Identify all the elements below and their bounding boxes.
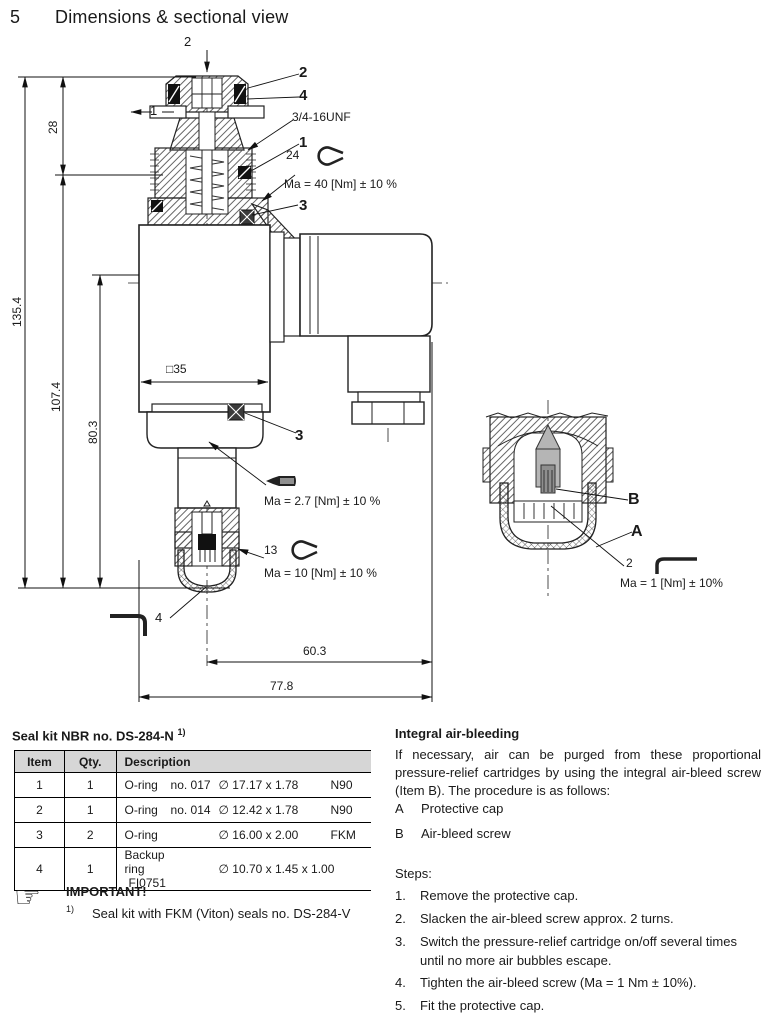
table-header-row bbox=[15, 751, 372, 773]
cell-item: 1 bbox=[15, 773, 65, 798]
seal-kit-title-footnote-ref: 1) bbox=[177, 727, 186, 737]
desc-no: no. 017 bbox=[170, 778, 211, 792]
desc-material: FI0751 bbox=[128, 876, 166, 890]
col-header-item: Item bbox=[15, 751, 65, 773]
step-number: 2. bbox=[395, 911, 406, 926]
dim-107-4: 107.4 bbox=[49, 381, 63, 412]
seal-kit-title bbox=[12, 727, 185, 743]
dim-28: 28 bbox=[46, 120, 60, 134]
cell-qty: 1 bbox=[64, 773, 116, 798]
step-3 bbox=[395, 932, 737, 968]
cell-description bbox=[116, 823, 371, 848]
wrench-24-icon bbox=[319, 148, 343, 165]
desc-name: O-ring bbox=[124, 778, 158, 792]
step-4 bbox=[395, 973, 697, 992]
legend-a-text: Protective cap bbox=[421, 801, 504, 816]
detail-view bbox=[483, 413, 632, 566]
step-text: Fit the protective cap. bbox=[420, 998, 545, 1013]
cell-description bbox=[116, 848, 371, 891]
dim-60-3: 60.3 bbox=[303, 644, 327, 658]
cell-item: 4 bbox=[15, 848, 65, 891]
step-5 bbox=[395, 996, 545, 1015]
page-title: Dimensions & sectional view bbox=[55, 7, 289, 27]
desc-material: FKM bbox=[330, 828, 356, 842]
callout-a: A bbox=[631, 523, 643, 540]
legend-b bbox=[395, 826, 511, 841]
dim-135-4: 135.4 bbox=[10, 296, 24, 327]
important-title: IMPORTANT! bbox=[66, 884, 147, 899]
callout-item-1: 1 bbox=[299, 134, 308, 151]
desc-size: ∅ 16.00 x 2.00 bbox=[218, 828, 299, 842]
step-2 bbox=[395, 909, 674, 928]
callout-item-2: 2 bbox=[299, 64, 308, 81]
allen-key-detail-icon bbox=[657, 559, 697, 574]
dim-77-8: 77.8 bbox=[270, 679, 294, 693]
valve-body bbox=[139, 225, 270, 412]
desc-name: Backup ring bbox=[124, 848, 165, 876]
callout-item-4: 4 bbox=[299, 87, 308, 104]
step-text: Slacken the air-bleed screw approx. 2 turns. bbox=[420, 911, 674, 926]
step-text: Remove the protective cap. bbox=[420, 888, 579, 903]
steps-title: Steps: bbox=[395, 866, 432, 881]
legend-b-key: B bbox=[395, 826, 404, 841]
spindle bbox=[202, 150, 212, 214]
cell-description bbox=[116, 798, 371, 823]
desc-size: ∅ 17.17 x 1.78 bbox=[218, 778, 299, 792]
step-number: 5. bbox=[395, 998, 406, 1013]
torque-1: Ma = 1 [Nm] ± 10% bbox=[620, 576, 723, 590]
desc-no: no. 014 bbox=[170, 803, 211, 817]
wrench-13-icon bbox=[293, 542, 317, 559]
lower-stack bbox=[147, 404, 263, 592]
dim-square-35: □35 bbox=[166, 362, 187, 376]
seal-kit-title-text: Seal kit NBR no. DS-284-N bbox=[12, 728, 174, 744]
air-bleeding-intro: If necessary, air can be purged from these proportional pressure-relief cartridges by using the integral air-bleed screw (Item B). The procedure is as follows: bbox=[395, 747, 761, 798]
footnote-sup: 1) bbox=[66, 904, 75, 914]
cell-description bbox=[116, 773, 371, 798]
cell-qty: 1 bbox=[64, 798, 116, 823]
step-number: 1. bbox=[395, 888, 406, 903]
callout-item-3-mid: 3 bbox=[295, 427, 304, 444]
table-row bbox=[15, 823, 372, 848]
pointing-hand-icon: ☞ bbox=[14, 881, 41, 914]
footnote-text: Seal kit with FKM (Viton) seals no. DS-284-V bbox=[92, 906, 351, 921]
wrench-size-13: 13 bbox=[264, 543, 278, 557]
table-row bbox=[15, 798, 372, 823]
torque-40: Ma = 40 [Nm] ± 10 % bbox=[284, 177, 397, 191]
connector bbox=[270, 232, 432, 424]
desc-size: ∅ 10.70 x 1.45 x 1.00 bbox=[218, 862, 335, 876]
cell-item: 2 bbox=[15, 798, 65, 823]
step-text: Switch the pressure-relief cartridge on/off several times until no more air bubbles escape. bbox=[420, 934, 737, 968]
torque-10: Ma = 10 [Nm] ± 10 % bbox=[264, 566, 377, 580]
footnote-ref bbox=[66, 904, 74, 920]
port-1-label: 1 bbox=[150, 103, 158, 118]
cell-qty: 1 bbox=[64, 848, 116, 891]
seal-kit-table bbox=[14, 750, 371, 891]
desc-size: ∅ 12.42 x 1.78 bbox=[218, 803, 299, 817]
section-number: 5 bbox=[10, 7, 21, 27]
torque-2-7: Ma = 2.7 [Nm] ± 10 % bbox=[264, 494, 381, 508]
desc-material: N90 bbox=[330, 778, 353, 792]
desc-name: O-ring bbox=[124, 828, 158, 842]
step-text: Tighten the air-bleed screw (Ma = 1 Nm ± 10%). bbox=[420, 975, 697, 990]
wrench-size-24: 24 bbox=[286, 148, 300, 162]
col-header-qty: Qty. bbox=[64, 751, 116, 773]
col-header-description: Description bbox=[116, 751, 371, 773]
air-bleeding-title: Integral air-bleeding bbox=[395, 726, 520, 741]
allen-key-icon bbox=[110, 616, 145, 636]
cell-qty: 2 bbox=[64, 823, 116, 848]
dim-80-3: 80.3 bbox=[86, 420, 100, 444]
hex-size-2: 2 bbox=[626, 556, 633, 570]
desc-material: N90 bbox=[330, 803, 353, 817]
callout-item-4-bottom: 4 bbox=[155, 610, 163, 625]
step-number: 4. bbox=[395, 975, 406, 990]
callout-b: B bbox=[628, 491, 640, 508]
step-number: 3. bbox=[395, 934, 406, 949]
desc-name: O-ring bbox=[124, 803, 158, 817]
thread-spec: 3/4-16UNF bbox=[292, 110, 351, 124]
legend-b-text: Air-bleed screw bbox=[421, 826, 511, 841]
step-1 bbox=[395, 886, 579, 905]
port-2-label: 2 bbox=[184, 34, 192, 49]
legend-a-key: A bbox=[395, 801, 404, 816]
callout-item-3-top: 3 bbox=[299, 197, 308, 214]
torque-screwdriver-icon bbox=[266, 476, 296, 486]
cell-item: 3 bbox=[15, 823, 65, 848]
legend-a bbox=[395, 801, 503, 816]
table-row bbox=[15, 773, 372, 798]
